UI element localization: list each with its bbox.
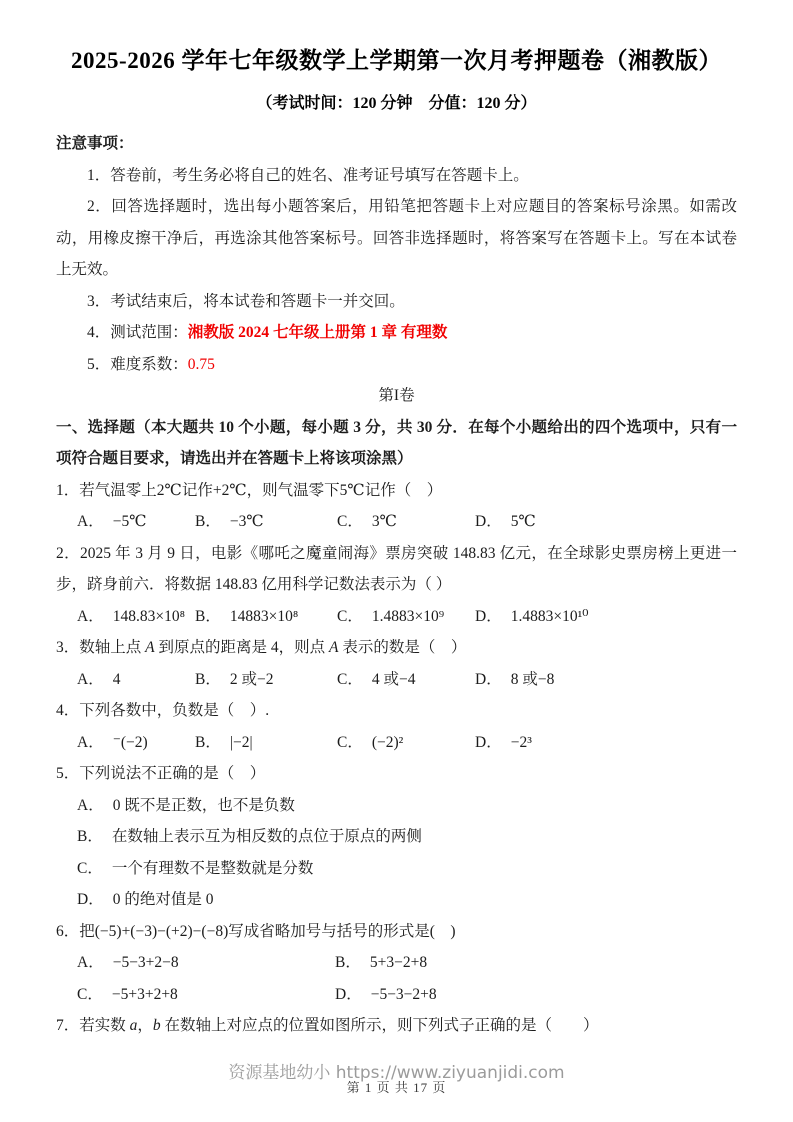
option-c: C． 一个有理数不是整数就是分数 — [77, 859, 314, 877]
option-a: A． 148.83×10⁸ — [77, 607, 185, 625]
question-1-stem: 1．若气温零上2℃记作+2℃，则气温零下5℃记作（ ） — [56, 481, 443, 499]
variable-A: A — [329, 639, 339, 656]
option-d: D． −5−3−2+8 — [335, 985, 437, 1003]
watermark-text: 资源基地幼小 https://www.ziyuanjidi.com — [228, 1063, 565, 1083]
question-4-options — [77, 727, 737, 759]
notice-item-3: 3．考试结束后，将本试卷和答题卡一并交回。 — [87, 292, 405, 310]
scope-label: 4．测试范围： — [87, 324, 188, 341]
notice-item-1: 1．答卷前，考生务必将自己的姓名、准考证号填写在答题卡上。 — [87, 166, 529, 184]
difficulty-value: 0.75 — [187, 355, 215, 373]
option-c: C． (−2)² — [337, 733, 404, 751]
question-3 — [56, 632, 737, 695]
option-a: A． −5℃ — [77, 513, 147, 530]
question-4 — [56, 695, 737, 758]
question-4-stem: 4．下列各数中，负数是（ ）. — [56, 702, 270, 719]
paper-body — [56, 380, 737, 1042]
option-d: D． 1.4883×10¹⁰ — [475, 607, 589, 625]
option-b: B． 在数轴上表示互为相反数的点位于原点的两侧 — [77, 828, 422, 845]
option-b: B． 5+3−2+8 — [335, 954, 428, 971]
notice-item-5 — [56, 349, 737, 381]
option-c: C． −5+3+2+8 — [77, 985, 178, 1003]
question-1 — [56, 475, 737, 538]
question-2 — [56, 538, 737, 633]
scope-value: 湘教版 2024 七年级上册第 1 章 有理数 — [187, 324, 448, 341]
question-5-stem: 5．下列说法不正确的是（ ） — [56, 765, 266, 782]
section-1-heading: 一、选择题（本大题共 10 个小题，每小题 3 分，共 30 分．在每个小题给出的四个选项中，只有一项符合题目要求，请选出并在答题卡上将该项涂黑） — [56, 418, 737, 467]
option-d: D． 0 的绝对值是 0 — [77, 891, 214, 908]
question-6 — [56, 916, 737, 1011]
question-6-stem: 6．把(−5)+(−3)−(+2)−(−8)写成省略加号与括号的形式是( ) — [56, 922, 456, 940]
option-a: A． 4 — [77, 670, 121, 688]
option-b: B． |−2| — [195, 733, 253, 751]
variable-a: a — [129, 1017, 138, 1034]
option-c: C． 4 或−4 — [337, 670, 416, 688]
question-1-options — [77, 506, 737, 538]
question-5-options — [77, 790, 737, 916]
page-content — [56, 0, 737, 1042]
notice-item-2: 2．回答选择题时，选出每小题答案后，用铅笔把答题卡上对应题目的答案标号涂黑。如需改动，用橡皮擦干净后，再选涂其他答案标号。回答非选择题时，将答案写在答题卡上。写在本试卷上无效。 — [56, 198, 737, 278]
question-3-options — [77, 664, 737, 696]
option-d: D． −2³ — [475, 733, 532, 751]
option-a: A． 0 既不是正数，也不是负数 — [77, 796, 295, 814]
notice-section — [56, 128, 737, 380]
variable-A: A — [145, 639, 155, 656]
exam-title: 2025-2026 学年七年级数学上学期第一次月考押题卷（湘教版） — [71, 48, 722, 73]
difficulty-label: 5．难度系数： — [87, 355, 188, 373]
question-6-options — [77, 947, 737, 1010]
variable-b: b — [152, 1017, 161, 1034]
option-a: A． ⁻(−2) — [77, 733, 148, 751]
question-7-stem: 7．若实数 a，b 在数轴上对应点的位置如图所示，则下列式子正确的是（ ） — [56, 1017, 599, 1034]
question-3-stem: 3．数轴上点 A 到原点的距离是 4，则点 A 表示的数是（ ） — [56, 639, 467, 656]
question-2-stem: 2．2025 年 3 月 9 日，电影《哪吒之魔童闹海》票房突破 148.83 亿元，在全球影史票房榜上更进一步，跻身前六．将数据 148.83 亿用科学记数法表示为（ ） — [56, 544, 737, 593]
question-2-options — [77, 601, 737, 633]
part-1-label: 第I卷 — [378, 387, 415, 404]
question-7 — [56, 1010, 737, 1042]
option-c: C． 1.4883×10⁹ — [337, 607, 445, 625]
option-d: D． 5℃ — [475, 513, 536, 530]
option-b: B． −3℃ — [195, 513, 264, 530]
page-number: 第 1 页 共 17 页 — [346, 1080, 447, 1095]
exam-meta: （考试时间：120 分钟 分值：120 分） — [256, 95, 537, 112]
option-c: C． 3℃ — [337, 513, 397, 530]
option-d: D． 8 或−8 — [475, 670, 555, 688]
option-b: B． 2 或−2 — [195, 670, 274, 688]
question-5 — [56, 758, 737, 916]
option-b: B． 14883×10⁸ — [195, 607, 299, 625]
option-a: A． −5−3+2−8 — [77, 954, 179, 971]
notice-item-4 — [56, 317, 737, 349]
notice-heading: 注意事项： — [56, 135, 134, 152]
